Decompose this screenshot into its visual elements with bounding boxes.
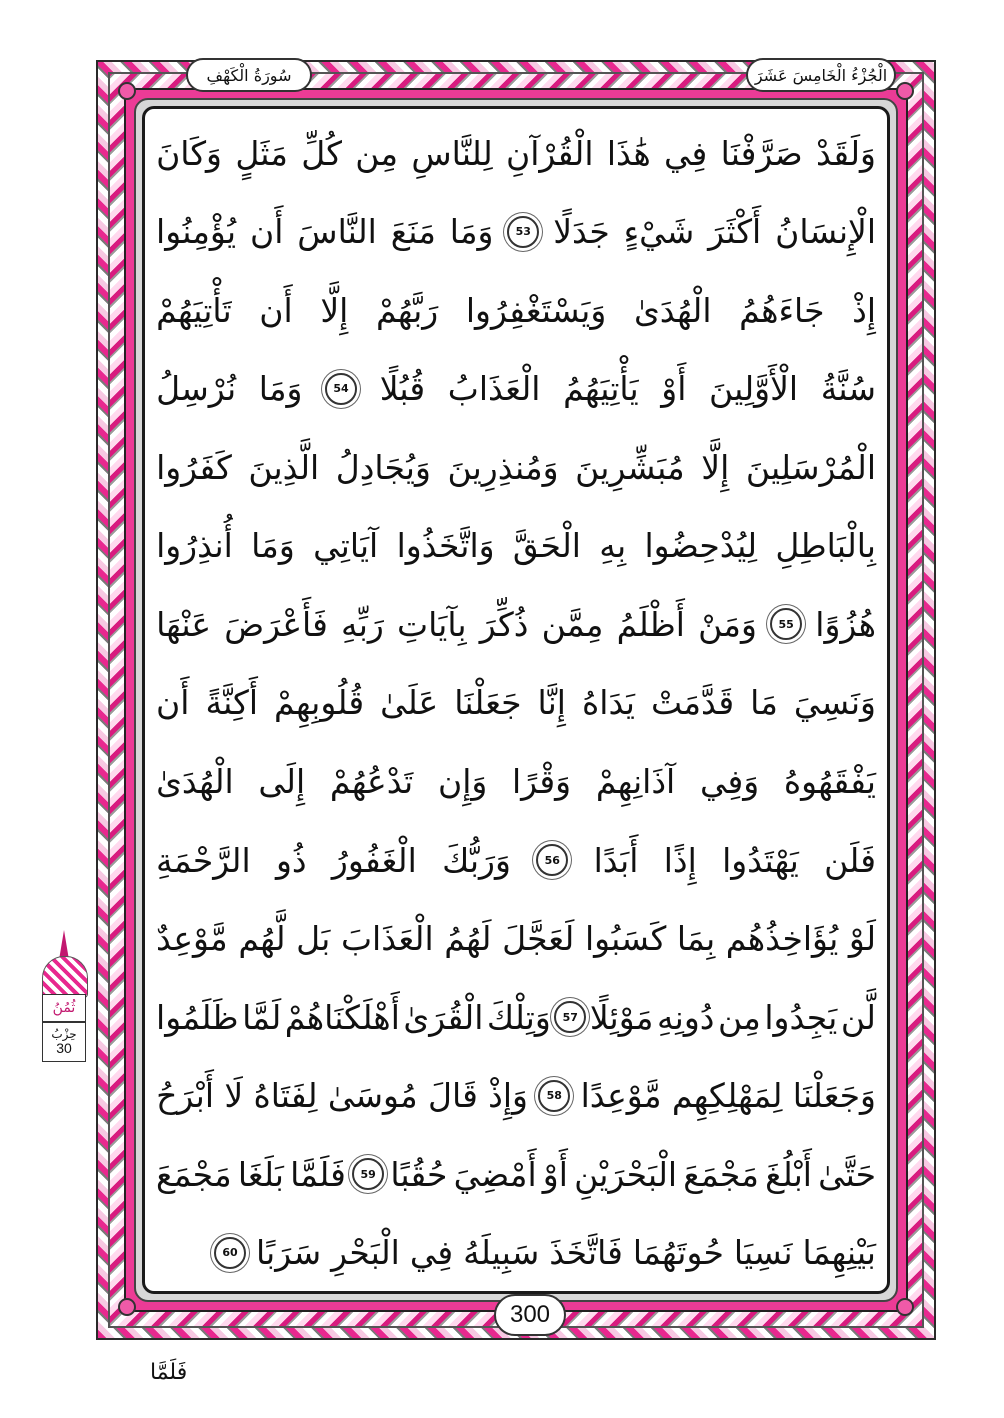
word: وَتِلْكَ [486,997,551,1037]
word: حُقُبًا [390,1154,448,1194]
word: أَبْرَحُ [156,1076,214,1116]
word: الْحَقَّ [512,526,581,566]
word: لَا [224,1076,244,1116]
word: لِيُدْحِضُوا [644,526,758,566]
word: هَٰذَا [606,133,651,173]
word: أَن [259,290,293,330]
thumun-label: ثُمُنُ [42,994,86,1022]
word: أَبْلُغَ [765,1154,812,1194]
word: وَنَسِيَ [793,683,876,723]
word: بَيْنِهِمَا [802,1233,876,1273]
hizb-number: 30 [56,1039,72,1056]
text-line [150,982,882,1052]
word: مَوْئِلًا [589,997,654,1037]
word: مِن [355,133,399,173]
hizb-box [42,1022,86,1062]
word: قَدَّمَتْ [650,683,735,723]
word: أَهْلَكْنَاهُمْ [284,997,400,1037]
text-line [150,197,882,267]
word: نَسِيَا [733,1233,793,1273]
ayah-number-marker: 53 [507,216,539,248]
word: وَإِن [437,762,488,801]
word: أَكْثَرَ [708,212,762,252]
word: نُرْسِلُ [156,369,237,409]
word: مَنَعَ [390,212,436,252]
word: ظَلَمُوا [156,997,239,1037]
word: مَثَلٍ [235,133,288,173]
text-line [150,118,882,188]
word: وَجَعَلْنَا [792,1076,876,1116]
word: يَهْتَدُوا [722,840,799,880]
juz-title: الْجُزْءُ الْخَامِسَ عَشَرَ [746,58,896,92]
word: الْمُرْسَلِينَ [745,447,876,487]
word: الرَّحْمَةِ [156,840,251,880]
word: جَعَلْنَا [454,683,522,723]
text-line [150,275,882,345]
word: يَأْتِيَهُمُ [563,369,639,409]
word: بِالْبَاطِلِ [775,526,876,566]
corner-ornament-bottom-right [896,1298,914,1316]
word: إِنَّا [537,683,566,723]
word: وَمَا [258,369,303,409]
word: سَبِيلَهُ [463,1233,540,1273]
word: إِذًا [663,840,697,880]
word: عَنْهَا [156,604,212,644]
ayah-number-marker: 55 [770,608,802,640]
word: أَوْ [661,369,687,409]
word: حَتَّىٰ [818,1154,876,1194]
text-line [150,354,882,424]
word: شَيْءٍ [623,212,695,252]
word: وَإِذْ [488,1076,528,1116]
word: لَعَجَّلَ [502,919,575,959]
word: جَاءَهُمُ [739,290,825,330]
word: حُوتَهُمَا [632,1233,724,1273]
word: بَل [296,919,331,959]
word: الْبَحْرِ [331,1233,400,1273]
word: مَجْمَعَ [156,1154,232,1194]
word: يُؤَاخِذُهُم [725,919,839,959]
word: صَرَّفْنَا [720,133,803,173]
text-line [150,747,882,817]
text-line [150,904,882,974]
ayah-number-marker: 56 [536,844,568,876]
ayah-number-marker: 59 [352,1158,384,1190]
word: أَن [156,683,190,723]
word: مَجْمَعَ [683,1154,759,1194]
word: رَبِّهِ [341,604,384,644]
word: مُبَشِّرِينَ [575,447,685,487]
text-line [150,1218,882,1288]
word: فِي [664,133,708,173]
quran-text-lines [150,118,882,1288]
text-line [150,432,882,502]
word: لَوْ [848,919,876,959]
word: سُنَّةُ [820,369,876,409]
word: وَمَا [449,212,494,252]
word: تَأْتِيَهُمْ [156,290,232,330]
word: مَا [750,683,778,723]
word: مَّوْعِدٌ [156,919,228,959]
word: أُنذِرُوا [156,526,233,566]
ayah-number-marker: 54 [325,373,357,405]
word: أَكِنَّةً [205,683,258,723]
corner-ornament-top-left [118,82,136,100]
word: لَمَّا [242,997,282,1037]
ayah-number-marker: 58 [538,1080,570,1112]
word: لَّن [840,997,876,1037]
word: وَكَانَ [156,133,222,173]
word: وَيَسْتَغْفِرُوا [465,290,607,330]
text-line [150,589,882,659]
word: إِذْ [852,290,876,330]
text-line [150,668,882,738]
word: سَرَبًا [256,1233,322,1273]
word: كَفَرُوا [156,447,232,487]
word: مُوسَىٰ [327,1076,418,1116]
word: تَدْعُهُمْ [329,762,414,801]
word: الْإِنسَانُ [775,212,876,252]
word: آيَاتِي [313,526,379,566]
word: أَوْ [542,1154,568,1194]
word: إِلَّا [320,290,349,330]
hizb-marker [38,930,90,1070]
word: وَرَبُّكَ [442,840,511,880]
word: أَمْضِيَ [453,1154,537,1194]
word: الْأَوَّلِينَ [709,369,799,409]
word: آذَانِهِمْ [595,762,676,801]
word: يَفْقَهُوهُ [783,762,876,801]
word: يَدَاهُ [581,683,635,723]
word: الْهُدَىٰ [633,290,712,330]
word: لِمَهْلِكِهِم [671,1076,783,1116]
word: النَّاسَ [297,212,377,252]
word: لِلنَّاسِ [411,133,493,173]
text-line [150,825,882,895]
word: دُونِهِ [656,997,715,1037]
word: قُلُوبِهِمْ [274,683,365,723]
word: لَهُمُ [444,919,492,959]
word: وَمَنْ [698,604,757,644]
word: يَجِدُوا [764,997,838,1037]
text-line [150,1061,882,1131]
word: بِآيَاتِ [397,604,467,644]
word: الْعَذَابَ [340,919,434,959]
word: إِلَى [258,762,306,801]
word: بِمَا [676,919,716,959]
word: قُبُلًا [379,369,426,409]
word: الْبَحْرَيْنِ [574,1154,678,1194]
marker-crown-ornament [42,956,88,998]
word: أَبَدًا [593,840,639,880]
word: أَظْلَمُ [616,604,685,644]
word: قَالَ [428,1076,478,1116]
word: وَقْرًا [512,762,572,801]
word: مَّوْعِدًا [580,1076,662,1116]
word: مِمَّن [541,604,604,644]
word: وَمَا [251,526,295,566]
word: يُؤْمِنُوا [156,212,237,252]
word: وَيُجَادِلُ [335,447,431,487]
word: وَاتَّخَذُوا [396,526,495,566]
word: فَأَعْرَضَ [224,604,328,644]
ayah-number-marker: 60 [214,1237,246,1269]
word: لِفَتَاهُ [253,1076,318,1116]
word: ذُو [275,840,307,880]
word: هُزُوًا [815,604,876,644]
word: إِلَّا [701,447,730,487]
word: بِهِ [599,526,627,566]
word: كَسَبُوا [584,919,667,959]
word: فَلَمَّا [290,1154,346,1194]
word: رَبَّهُمْ [375,290,439,330]
word: أَن [250,212,284,252]
word: الْعَذَابُ [447,369,541,409]
ayah-number-marker: 57 [554,1001,586,1033]
word: ذُكِّرَ [479,604,529,644]
word: مِن [718,997,761,1037]
word: وَلَقَدْ [815,133,876,173]
word: فِي [409,1233,454,1273]
word: الْهُدَىٰ [156,762,234,801]
word: عَلَىٰ [380,683,439,723]
text-line [150,511,882,581]
hizb-label: حِزْبُ [51,1027,77,1042]
text-line [150,1139,882,1209]
word: جَدَلًا [553,212,610,252]
catchword: فَلَمَّا [150,1360,188,1385]
word: الْقُرْآنِ [505,133,594,173]
word: الْقُرَىٰ [403,997,484,1037]
word: بَلَغَا [237,1154,284,1194]
word: وَمُنذِرِينَ [447,447,559,487]
corner-ornament-bottom-left [118,1298,136,1316]
word: الَّذِينَ [248,447,320,487]
corner-ornament-top-right [896,82,914,100]
page-number: 300 [494,1294,566,1336]
word: الْغَفُورُ [331,840,417,880]
word: كُلِّ [301,133,342,173]
word: فَاتَّخَذَ [549,1233,623,1273]
surah-title: سُورَةُ الْكَهْفِ [186,58,312,92]
word: وَفِي [699,762,760,801]
word: لَّهُم [238,919,286,959]
word: فَلَن [824,840,876,880]
